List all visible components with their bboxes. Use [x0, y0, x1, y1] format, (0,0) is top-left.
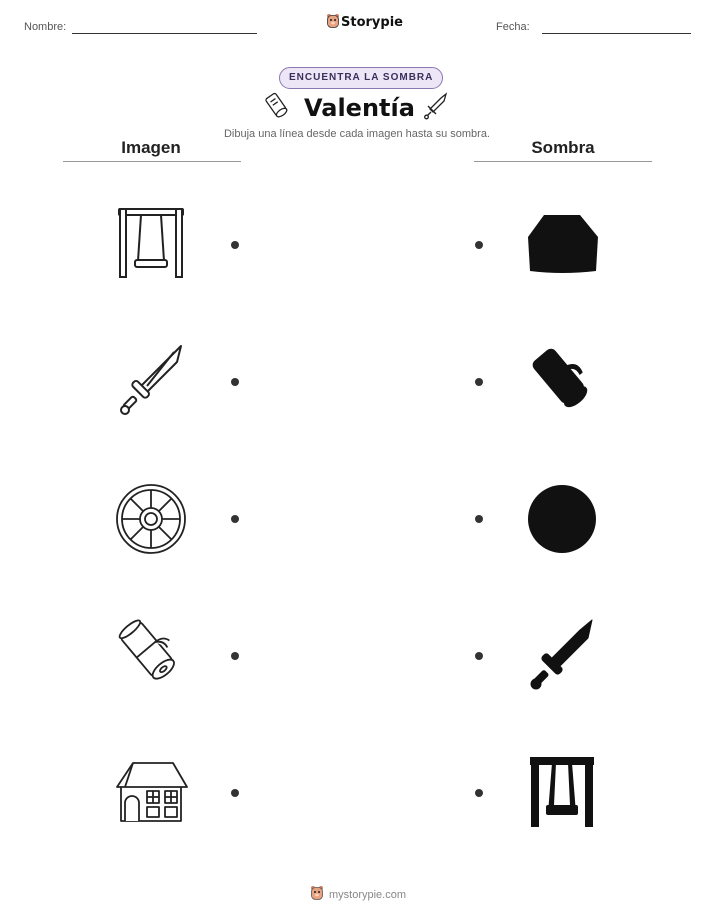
activity-badge: ENCUENTRA LA SOMBRA	[279, 67, 443, 89]
match-dot-left-1[interactable]	[231, 241, 239, 249]
worksheet-title: Valentía	[304, 94, 415, 122]
column-header-shadow: Sombra	[531, 138, 595, 157]
match-dot-right-4[interactable]	[475, 652, 483, 660]
shield-shadow-icon	[522, 479, 602, 559]
sword-icon	[111, 342, 191, 422]
column-divider-right	[474, 161, 652, 162]
instructions: Dibuja una línea desde cada imagen hasta su sombra.	[223, 128, 490, 140]
match-dot-left-2[interactable]	[231, 378, 239, 386]
date-field[interactable]	[542, 33, 691, 34]
match-dot-left-3[interactable]	[231, 515, 239, 523]
match-dot-left-4[interactable]	[231, 652, 239, 660]
match-dot-left-5[interactable]	[231, 789, 239, 797]
column-header-image: Imagen	[121, 138, 181, 157]
brand-name: Storypie	[341, 15, 403, 30]
swing-shadow-icon	[522, 753, 602, 833]
match-dot-right-1[interactable]	[475, 241, 483, 249]
name-field[interactable]	[72, 33, 257, 34]
sword-shadow-icon	[522, 616, 602, 696]
scroll-deco-icon	[264, 92, 290, 125]
footer-logo-icon	[310, 885, 324, 906]
shield-icon	[111, 479, 191, 559]
match-dot-right-3[interactable]	[475, 515, 483, 523]
scroll-icon	[111, 616, 191, 696]
house-shadow-icon	[522, 205, 602, 285]
date-label: Fecha:	[496, 21, 530, 33]
sword-deco-icon	[424, 92, 450, 127]
footer-url[interactable]: mystorypie.com	[329, 889, 407, 901]
match-dot-right-2[interactable]	[475, 378, 483, 386]
house-icon	[111, 753, 191, 833]
match-dot-right-5[interactable]	[475, 789, 483, 797]
column-divider-left	[63, 161, 241, 162]
name-label: Nombre:	[24, 21, 67, 33]
swing-icon	[111, 205, 191, 285]
scroll-shadow-icon	[522, 342, 602, 422]
brand-logo-icon	[326, 13, 340, 34]
